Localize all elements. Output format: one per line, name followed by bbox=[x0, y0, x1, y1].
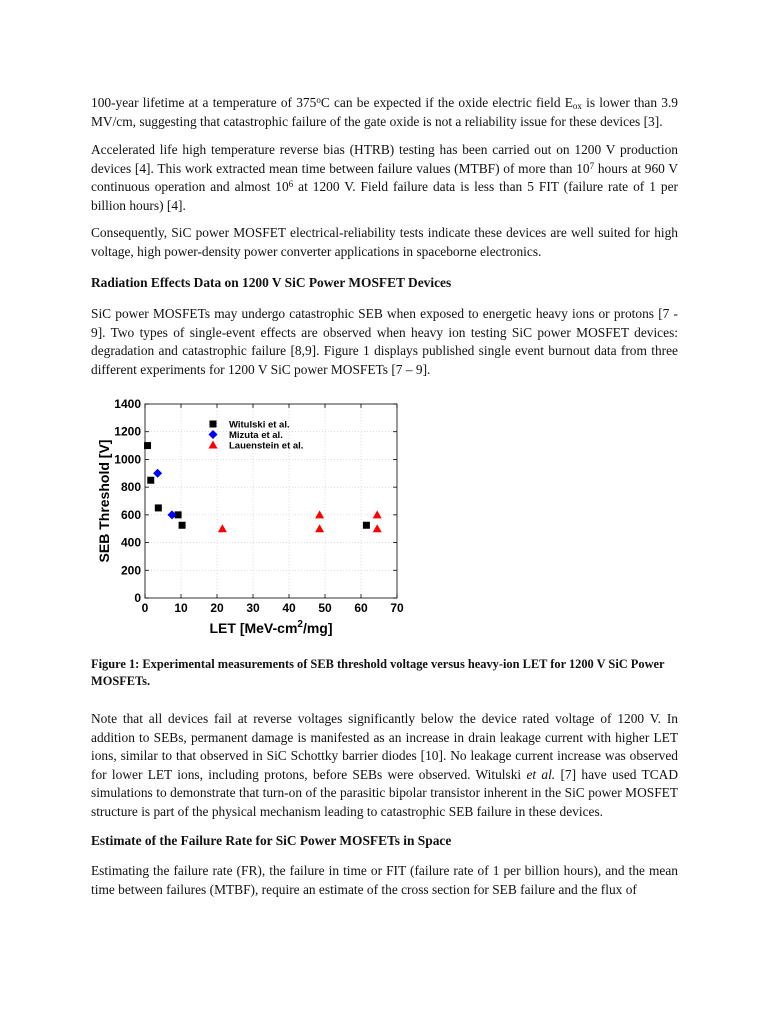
y-tick-label: 1200 bbox=[114, 424, 141, 439]
legend-label-witulski-et-al: Witulski et al. bbox=[229, 419, 290, 431]
subscript: ox bbox=[572, 101, 582, 111]
x-tick-label: 50 bbox=[318, 601, 332, 615]
legend-label-lauenstein-et-al: Lauenstein et al. bbox=[229, 440, 304, 452]
data-point-witulski-et-al bbox=[155, 504, 162, 511]
x-tick-label: 0 bbox=[141, 601, 149, 615]
x-tick-label: 10 bbox=[174, 601, 188, 615]
x-axis-label-text: LET [MeV-cm bbox=[209, 620, 298, 636]
x-axis-label-superscript: 2 bbox=[297, 619, 303, 630]
x-axis-label bbox=[209, 619, 332, 636]
paragraph-text: Accelerated life high temperature reverse bias (HTRB) testing has been carried out on 1200 V production devices [4]. This work extracted mean time between failure values (MTBF) of more than 10 bbox=[91, 142, 678, 176]
paragraph-text: at 1200 V. Field failure data is less than 5 FIT (failure rate of 1 per billion hours) [4]. bbox=[91, 179, 678, 213]
y-tick-label: 1400 bbox=[114, 397, 141, 411]
paragraph-text: is lower than 3.9 MV/cm, suggesting that catastrophic failure of the gate oxide is not a reliability issue for these devices [3]. bbox=[91, 95, 679, 129]
paragraph-oxide-lifetime bbox=[91, 94, 678, 131]
x-tick-label: 40 bbox=[282, 601, 296, 615]
data-point-witulski-et-al bbox=[363, 522, 370, 529]
paragraph-text: C can be expected if the oxide electric field E bbox=[320, 95, 573, 110]
legend-marker-witulski-et-al bbox=[210, 421, 217, 428]
y-tick-label: 600 bbox=[120, 507, 141, 522]
section-heading-failure-rate: Estimate of the Failure Rate for SiC Power MOSFETs in Space bbox=[91, 833, 452, 848]
paragraph-seb-intro: SiC power MOSFETs may undergo catastrophic SEB when exposed to energetic heavy ions or protons [7 - 9]. Two types of single-event effects are observed when heavy ion testing SiC power MOSFET devices: degradation and catastrophic failure [8,9]. Figure 1 displays published single event burnout data from three different experiments for 1200 V SiC power MOSFETs [7 – 9]. bbox=[91, 306, 678, 377]
paragraph-text: hours at 960 V continuous operation and almost 10 bbox=[91, 160, 679, 195]
x-tick-label: 20 bbox=[210, 601, 224, 615]
paragraph-htrb-testing bbox=[91, 141, 678, 215]
superscript: 6 bbox=[288, 179, 294, 190]
x-tick-label: 30 bbox=[246, 601, 260, 615]
data-point-witulski-et-al bbox=[179, 522, 186, 529]
x-tick-label: 60 bbox=[354, 601, 368, 615]
paragraph-reverse-voltage bbox=[91, 710, 678, 822]
y-tick-label: 200 bbox=[120, 563, 141, 578]
paragraph-consequently: Consequently, SiC power MOSFET electrical-reliability tests indicate these devices are well suited for high voltage, high power-density power converter applications in spaceborne electronics. bbox=[91, 225, 678, 259]
y-tick-label: 800 bbox=[120, 480, 141, 495]
y-tick-label: 0 bbox=[134, 591, 141, 605]
superscript: o bbox=[316, 95, 321, 105]
seb-threshold-chart bbox=[86, 390, 416, 642]
legend-label-mizuta-et-al: Mizuta et al. bbox=[229, 430, 283, 441]
section-heading-radiation-effects: Radiation Effects Data on 1200 V SiC Power MOSFET Devices bbox=[91, 275, 452, 290]
y-tick-label: 1000 bbox=[114, 452, 141, 467]
figure-caption: Figure 1: Experimental measurements of SEB threshold voltage versus heavy-ion LET for 1200 V SiC Power MOSFETs. bbox=[91, 657, 665, 688]
paragraph-text: 100-year lifetime at a temperature of 375 bbox=[91, 95, 317, 110]
paragraph-text: [7] have used TCAD simulations to demonstrate that turn-on of the parasitic bipolar transistor inherent in the SiC power MOSFET structure is part of the physical mechanism leading to catastrophic SEB failure in these devices. bbox=[91, 766, 678, 819]
y-axis-label: SEB Threshold [V] bbox=[96, 439, 112, 563]
y-tick-label: 400 bbox=[120, 535, 141, 550]
x-axis-label-text: /mg] bbox=[302, 620, 333, 636]
data-point-witulski-et-al bbox=[147, 477, 154, 484]
paragraph-text: Note that all devices fail at reverse voltages significantly below the device rated voltage of 1200 V. In addition to SEBs, permanent damage is manifested as an increase in drain leakage current with higher LET ions, similar to that observed in SiC Schottky barrier diodes [10]. No leakage current increase was observed for lower LET ions, including protons, before SEBs were observed. Witulski bbox=[91, 711, 678, 782]
data-point-witulski-et-al bbox=[144, 442, 151, 449]
x-tick-label: 70 bbox=[390, 601, 404, 615]
paragraph-estimating-failure-rate: Estimating the failure rate (FR), the failure in time or FIT (failure rate of 1 per billion hours), and the mean time between failures (MTBF), require an estimate of the cross section for SEB failure and the flux of bbox=[91, 863, 678, 897]
emphasis-text: et al. bbox=[526, 766, 556, 782]
superscript: 7 bbox=[589, 160, 595, 171]
